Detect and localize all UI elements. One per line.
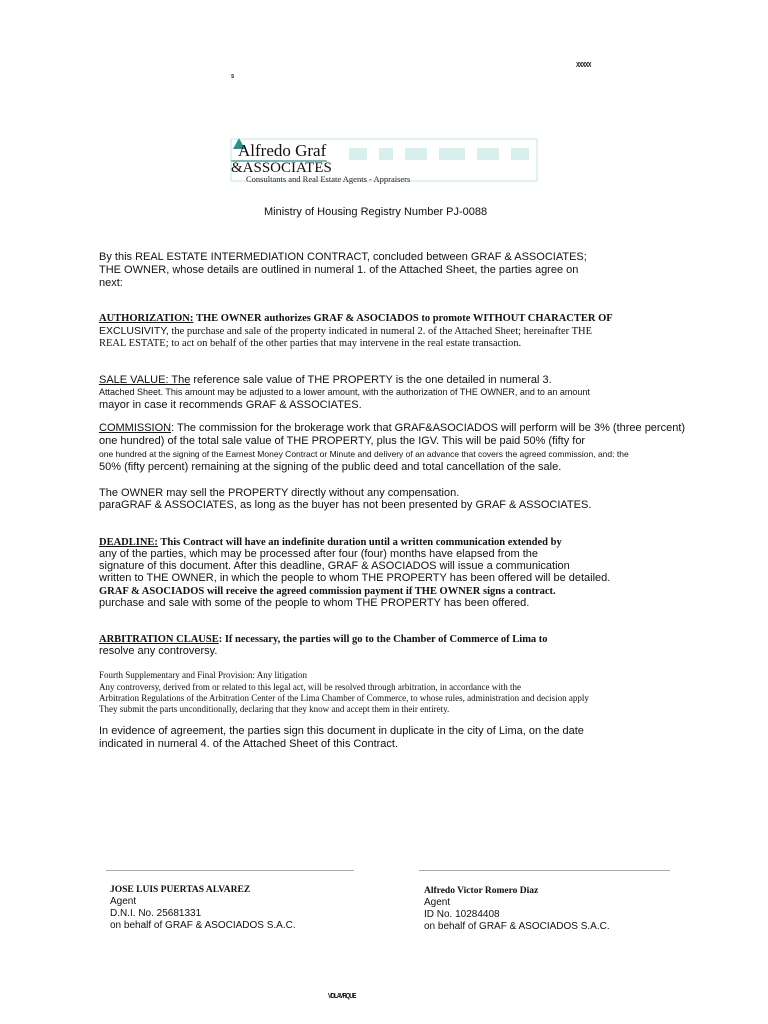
commission-line: one hundred) of the total sale value of THE PROPERTY, plus the IGV. This will be paid 50% (fifty for [99,435,586,447]
intro-line: THE OWNER, whose details are outlined in numeral 1. of the Attached Sheet, the parties agree on [99,264,579,276]
deadline-line: purchase and sale with some of the people to whom THE PROPERTY has been offered. [99,597,530,609]
signatory-role: Agent [424,897,451,908]
commission-line: one hundred at the signing of the Earnest Money Contract or Minute and delivery of an advance that covers the agreed commission, and: the [99,449,629,459]
evidence-line: In evidence of agreement, the parties sign this document in duplicate in the city of Lima, on the date [99,725,584,737]
signatory-behalf: on behalf of GRAF & ASOCIADOS S.A.C. [110,920,296,931]
sale-value-heading: SALE VALUE: The [99,374,191,386]
registry-number: Ministry of Housing Registry Number PJ-0088 [264,206,488,218]
deadline-line: GRAF & ASOCIADOS will receive the agreed commission payment if THE OWNER signs a contract. [99,586,556,597]
provision-line: Any controversy, derived from or related to this legal act, will be resolved through arbitration, in accordance with the [99,682,522,692]
signatory-id: D.N.I. No. 25681331 [110,908,202,919]
logo-block [405,148,427,160]
sale-value-line [99,374,552,387]
signature-line-left [106,870,354,871]
signatory-right [424,885,610,933]
provision-title: Fourth Supplementary and Final Provision: Any litigation [99,670,307,680]
deadline-line: signature of this document. After this deadline, GRAF & ASOCIADOS will issue a communication [99,560,570,572]
arbitration-text: : If necessary, the parties will go to the Chamber of Commerce of Lima to [218,634,548,645]
arbitration-heading: ARBITRATION CLAUSE [99,634,219,645]
deadline-line: any of the parties, which may be processed after four (four) months have elapsed from the [99,548,539,560]
signatory-name: Alfredo Victor Romero Diaz [424,886,539,896]
company-logo [229,136,541,186]
authorization-exclusivity: EXCLUSIVITY, [99,325,169,337]
sale-value-line: mayor in case it recommends GRAF & ASSOCIATES. [99,399,362,411]
signatory-id: ID No. 10284408 [424,909,500,920]
evidence-line: indicated in numeral 4. of the Attached Sheet of this Contract. [99,738,399,750]
commission-line [99,422,685,435]
signatory-behalf: on behalf of GRAF & ASOCIADOS S.A.C. [424,921,610,932]
commission-heading: COMMISSION [99,422,172,434]
signatory-role: Agent [110,896,137,907]
logo-tagline: Consultants and Real Estate Agents - Appraisers [246,174,411,184]
logo-firm: &ASSOCIATES [231,160,332,176]
logo-name: Alfredo Graf [238,141,327,160]
signatory-name: JOSE LUIS PUERTAS ALVAREZ [110,885,251,895]
header-side-mark: s [231,73,234,80]
logo-block [477,148,499,160]
logo-block [439,148,465,160]
commission-text: : The commission for the brokerage work that GRAF&ASOCIADOS will perform will be 3% (three percent) [171,422,686,434]
provision-line: Arbitration Regulations of the Arbitration Center of the Lima Chamber of Commerce, to whose rules, administration and decision apply [99,693,589,703]
sale-value-text: reference sale value of THE PROPERTY is the one detailed in numeral 3. [190,374,552,386]
owner-sale-line: paraGRAF & ASSOCIATES, as long as the buyer has not been presented by GRAF & ASSOCIATES. [99,499,592,511]
signature-line-right [419,870,670,871]
authorization-heading: AUTHORIZATION: [99,313,194,324]
intro-line: By this REAL ESTATE INTERMEDIATION CONTRACT, concluded between GRAF & ASSOCIATES; [99,251,587,263]
commission-line: 50% (fifty percent) remaining at the signing of the public deed and total cancellation of the sale. [99,461,562,473]
logo-block [511,148,529,160]
intro-line: next: [99,277,123,289]
signatory-left [110,884,296,932]
authorization-text: the purchase and sale of the property indicated in numeral 2. of the Attached Sheet; hereinafter THE [168,326,592,337]
owner-sale-line: The OWNER may sell the PROPERTY directly without any compensation. [99,487,460,499]
deadline-heading: DEADLINE: [99,537,158,548]
arbitration-line: resolve any controversy. [99,645,218,657]
authorization-line [99,312,613,325]
authorization-line: REAL ESTATE; to act on behalf of the other parties that may intervene in the real estate transaction. [99,338,522,349]
deadline-text: This Contract will have an indefinite duration until a written communication extended by [157,537,562,548]
provision-line: They submit the parts unconditionally, declaring that they know and accept them in their entirety. [99,704,450,714]
logo-block [349,148,367,160]
footer-mark: VDLAVRQUE [328,993,356,1000]
logo-block [379,148,393,160]
deadline-line: written to THE OWNER, in which the people to whom THE PROPERTY has been offered will be detailed. [99,572,611,584]
sale-value-line: Attached Sheet. This amount may be adjusted to a lower amount, with the authorization of THE OWNER, and to an amount [99,387,590,397]
header-corner-mark: XXXXX [576,62,591,69]
authorization-text: THE OWNER authorizes GRAF & ASOCIADOS to promote WITHOUT CHARACTER OF [195,313,613,324]
